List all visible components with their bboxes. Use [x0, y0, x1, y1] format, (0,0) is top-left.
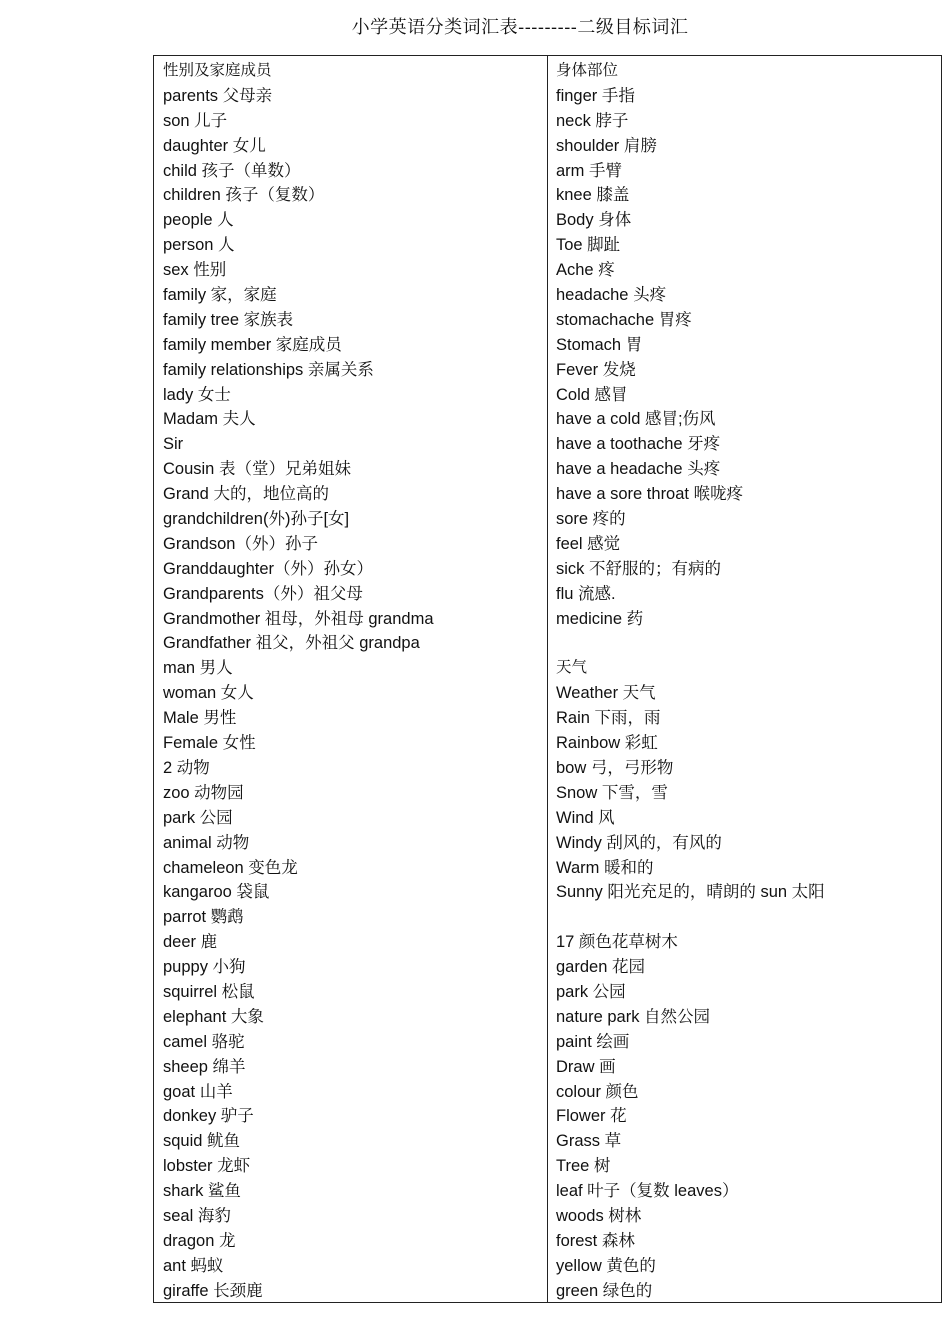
vocab-entry: son 儿子: [163, 111, 228, 130]
vocab-entry: paint 绘画: [556, 1032, 630, 1051]
vocab-entry: Warm 暖和的: [556, 858, 654, 877]
vocab-entry: knee 膝盖: [556, 186, 630, 205]
vocab-entry: finger 手指: [556, 86, 635, 105]
vocab-entry: family 家，家庭: [163, 286, 277, 305]
vocab-entry: child 孩子（单数）: [163, 161, 301, 180]
vocab-entry: seal 海豹: [163, 1206, 231, 1225]
vocab-entry: park 公园: [163, 808, 233, 827]
vocab-entry: Grandparents（外）祖父母: [163, 584, 363, 603]
vocab-entry: sick 不舒服的；有病的: [556, 559, 721, 578]
vocab-entry: kangaroo 袋鼠: [163, 883, 270, 902]
vocab-entry: Body 身体: [556, 211, 632, 230]
vocab-entry: Sir: [163, 435, 184, 454]
vocab-entry: Snow 下雪，雪: [556, 783, 668, 802]
vocab-entry: Male 男性: [163, 709, 237, 728]
section-heading: 天气: [556, 659, 588, 677]
vocab-entry: Windy 刮风的，有风的: [556, 833, 722, 852]
vocab-entry: Madam 夫人: [163, 410, 256, 429]
vocab-entry: squirrel 松鼠: [163, 982, 255, 1001]
vocab-entry: nature park 自然公园: [556, 1007, 711, 1026]
section-heading: 身体部位: [556, 62, 619, 79]
vocab-entry: Tree 树: [556, 1157, 611, 1176]
vocab-entry: family relationships 亲属关系: [163, 360, 374, 379]
vocab-entry: Rainbow 彩虹: [556, 734, 658, 753]
vocab-entry: lady 女士: [163, 385, 231, 404]
vocab-entry: arm 手臂: [556, 161, 622, 180]
vocab-entry: animal 动物: [163, 833, 250, 852]
vocab-entry: headache 头疼: [556, 286, 667, 305]
vocab-entry: parents 父母亲: [163, 86, 273, 105]
vocab-entry: puppy 小狗: [163, 958, 246, 977]
vocab-entry: grandchildren(外)孙子[女]: [163, 510, 350, 529]
vocab-entry: leaf 叶子（复数 leaves）: [556, 1182, 739, 1201]
vocab-entry: neck 脖子: [556, 111, 629, 130]
page-title: 小学英语分类词汇表---------二级目标词汇: [351, 17, 689, 38]
vocab-entry: Draw 画: [556, 1057, 616, 1076]
vocab-entry: shark 鲨鱼: [163, 1182, 241, 1201]
vocab-entry: Rain 下雨，雨: [556, 709, 661, 728]
vocab-entry: sex 性别: [163, 261, 227, 280]
vocab-entry: medicine 药: [556, 609, 644, 628]
vocab-entry: 17 颜色花草树木: [556, 933, 678, 952]
vocab-entry: parrot 鹦鹉: [163, 908, 244, 927]
vocab-entry: Wind 风: [556, 808, 615, 827]
vocab-entry: Grandmother 祖母，外祖母 grandma: [163, 609, 434, 628]
left-column: [154, 56, 548, 1302]
vocab-entry: lobster 龙虾: [163, 1157, 251, 1176]
vocab-entry: have a headache 头疼: [556, 460, 721, 479]
vocab-entry: garden 花园: [556, 958, 645, 977]
vocab-entry: camel 骆驼: [163, 1032, 245, 1051]
section-heading: 性别及家庭成员: [163, 62, 272, 79]
vocab-entry: Grass 草: [556, 1132, 622, 1151]
vocab-entry: man 男人: [163, 659, 233, 678]
vocab-entry: woman 女人: [163, 684, 254, 703]
vocab-entry: yellow 黄色的: [556, 1256, 656, 1275]
vocab-entry: Female 女性: [163, 734, 256, 753]
vocab-entry: shoulder 肩膀: [556, 136, 657, 155]
vocab-entry: elephant 大象: [163, 1007, 264, 1026]
vocab-entry: forest 森林: [556, 1231, 635, 1250]
vocab-entry: sore 疼的: [556, 510, 626, 529]
vocab-entry: Stomach 胃: [556, 335, 643, 354]
vocab-entry: children 孩子（复数）: [163, 186, 325, 205]
vocab-entry: Cold 感冒: [556, 385, 628, 404]
vocab-entry: Flower 花: [556, 1107, 627, 1126]
vocab-entry: colour 颜色: [556, 1082, 639, 1101]
vocab-entry: have a toothache 牙疼: [556, 435, 721, 454]
vocab-entry: park 公园: [556, 982, 626, 1001]
vocab-entry: dragon 龙: [163, 1231, 236, 1250]
vocab-entry: ant 蚂蚁: [163, 1256, 224, 1275]
vocab-entry: Grand 大的，地位高的: [163, 485, 329, 504]
vocab-entry: daughter 女儿: [163, 136, 266, 155]
vocab-entry: deer 鹿: [163, 933, 218, 952]
vocab-entry: family tree 家族表: [163, 310, 294, 329]
vocab-entry: flu 流感.: [556, 584, 616, 603]
vocab-entry: squid 鱿鱼: [163, 1132, 241, 1151]
vocab-entry: Weather 天气: [556, 684, 656, 703]
vocab-entry: bow 弓，弓形物: [556, 758, 674, 777]
vocab-entry: woods 树林: [556, 1206, 642, 1225]
vocab-entry: Grandson（外）孙子: [163, 534, 318, 553]
vocab-entry: sheep 绵羊: [163, 1057, 246, 1076]
vocab-entry: zoo 动物园: [163, 783, 244, 802]
vocab-entry: Toe 脚趾: [556, 236, 621, 255]
blank-row: [556, 905, 941, 930]
right-column: [548, 56, 941, 1302]
vocab-entry: Fever 发烧: [556, 360, 636, 379]
vocab-entry: stomachache 胃疼: [556, 310, 692, 329]
vocab-entry: have a sore throat 喉咙疼: [556, 485, 744, 504]
vocab-entry: Sunny 阳光充足的，晴朗的 sun 太阳: [556, 883, 825, 902]
vocab-entry: giraffe 长颈鹿: [163, 1281, 263, 1300]
vocab-entry: feel 感觉: [556, 534, 621, 553]
vocab-entry: donkey 驴子: [163, 1107, 254, 1126]
vocab-entry: person 人: [163, 236, 235, 255]
vocab-entry: chameleon 变色龙: [163, 858, 298, 877]
vocab-entry: Cousin 表（堂）兄弟姐妹: [163, 460, 351, 479]
vocab-entry: Granddaughter（外）孙女）: [163, 559, 373, 578]
vocab-entry: Ache 疼: [556, 261, 615, 280]
vocab-entry: 2 动物: [163, 758, 210, 777]
vocab-entry: Grandfather 祖父，外祖父 grandpa: [163, 634, 420, 653]
vocab-entry: green 绿色的: [556, 1281, 653, 1300]
vocab-entry: goat 山羊: [163, 1082, 233, 1101]
vocab-entry: have a cold 感冒;伤风: [556, 410, 716, 429]
vocab-entry: people 人: [163, 211, 234, 230]
vocab-entry: family member 家庭成员: [163, 335, 342, 354]
vocabulary-table: [153, 55, 942, 1303]
blank-row: [556, 631, 941, 656]
